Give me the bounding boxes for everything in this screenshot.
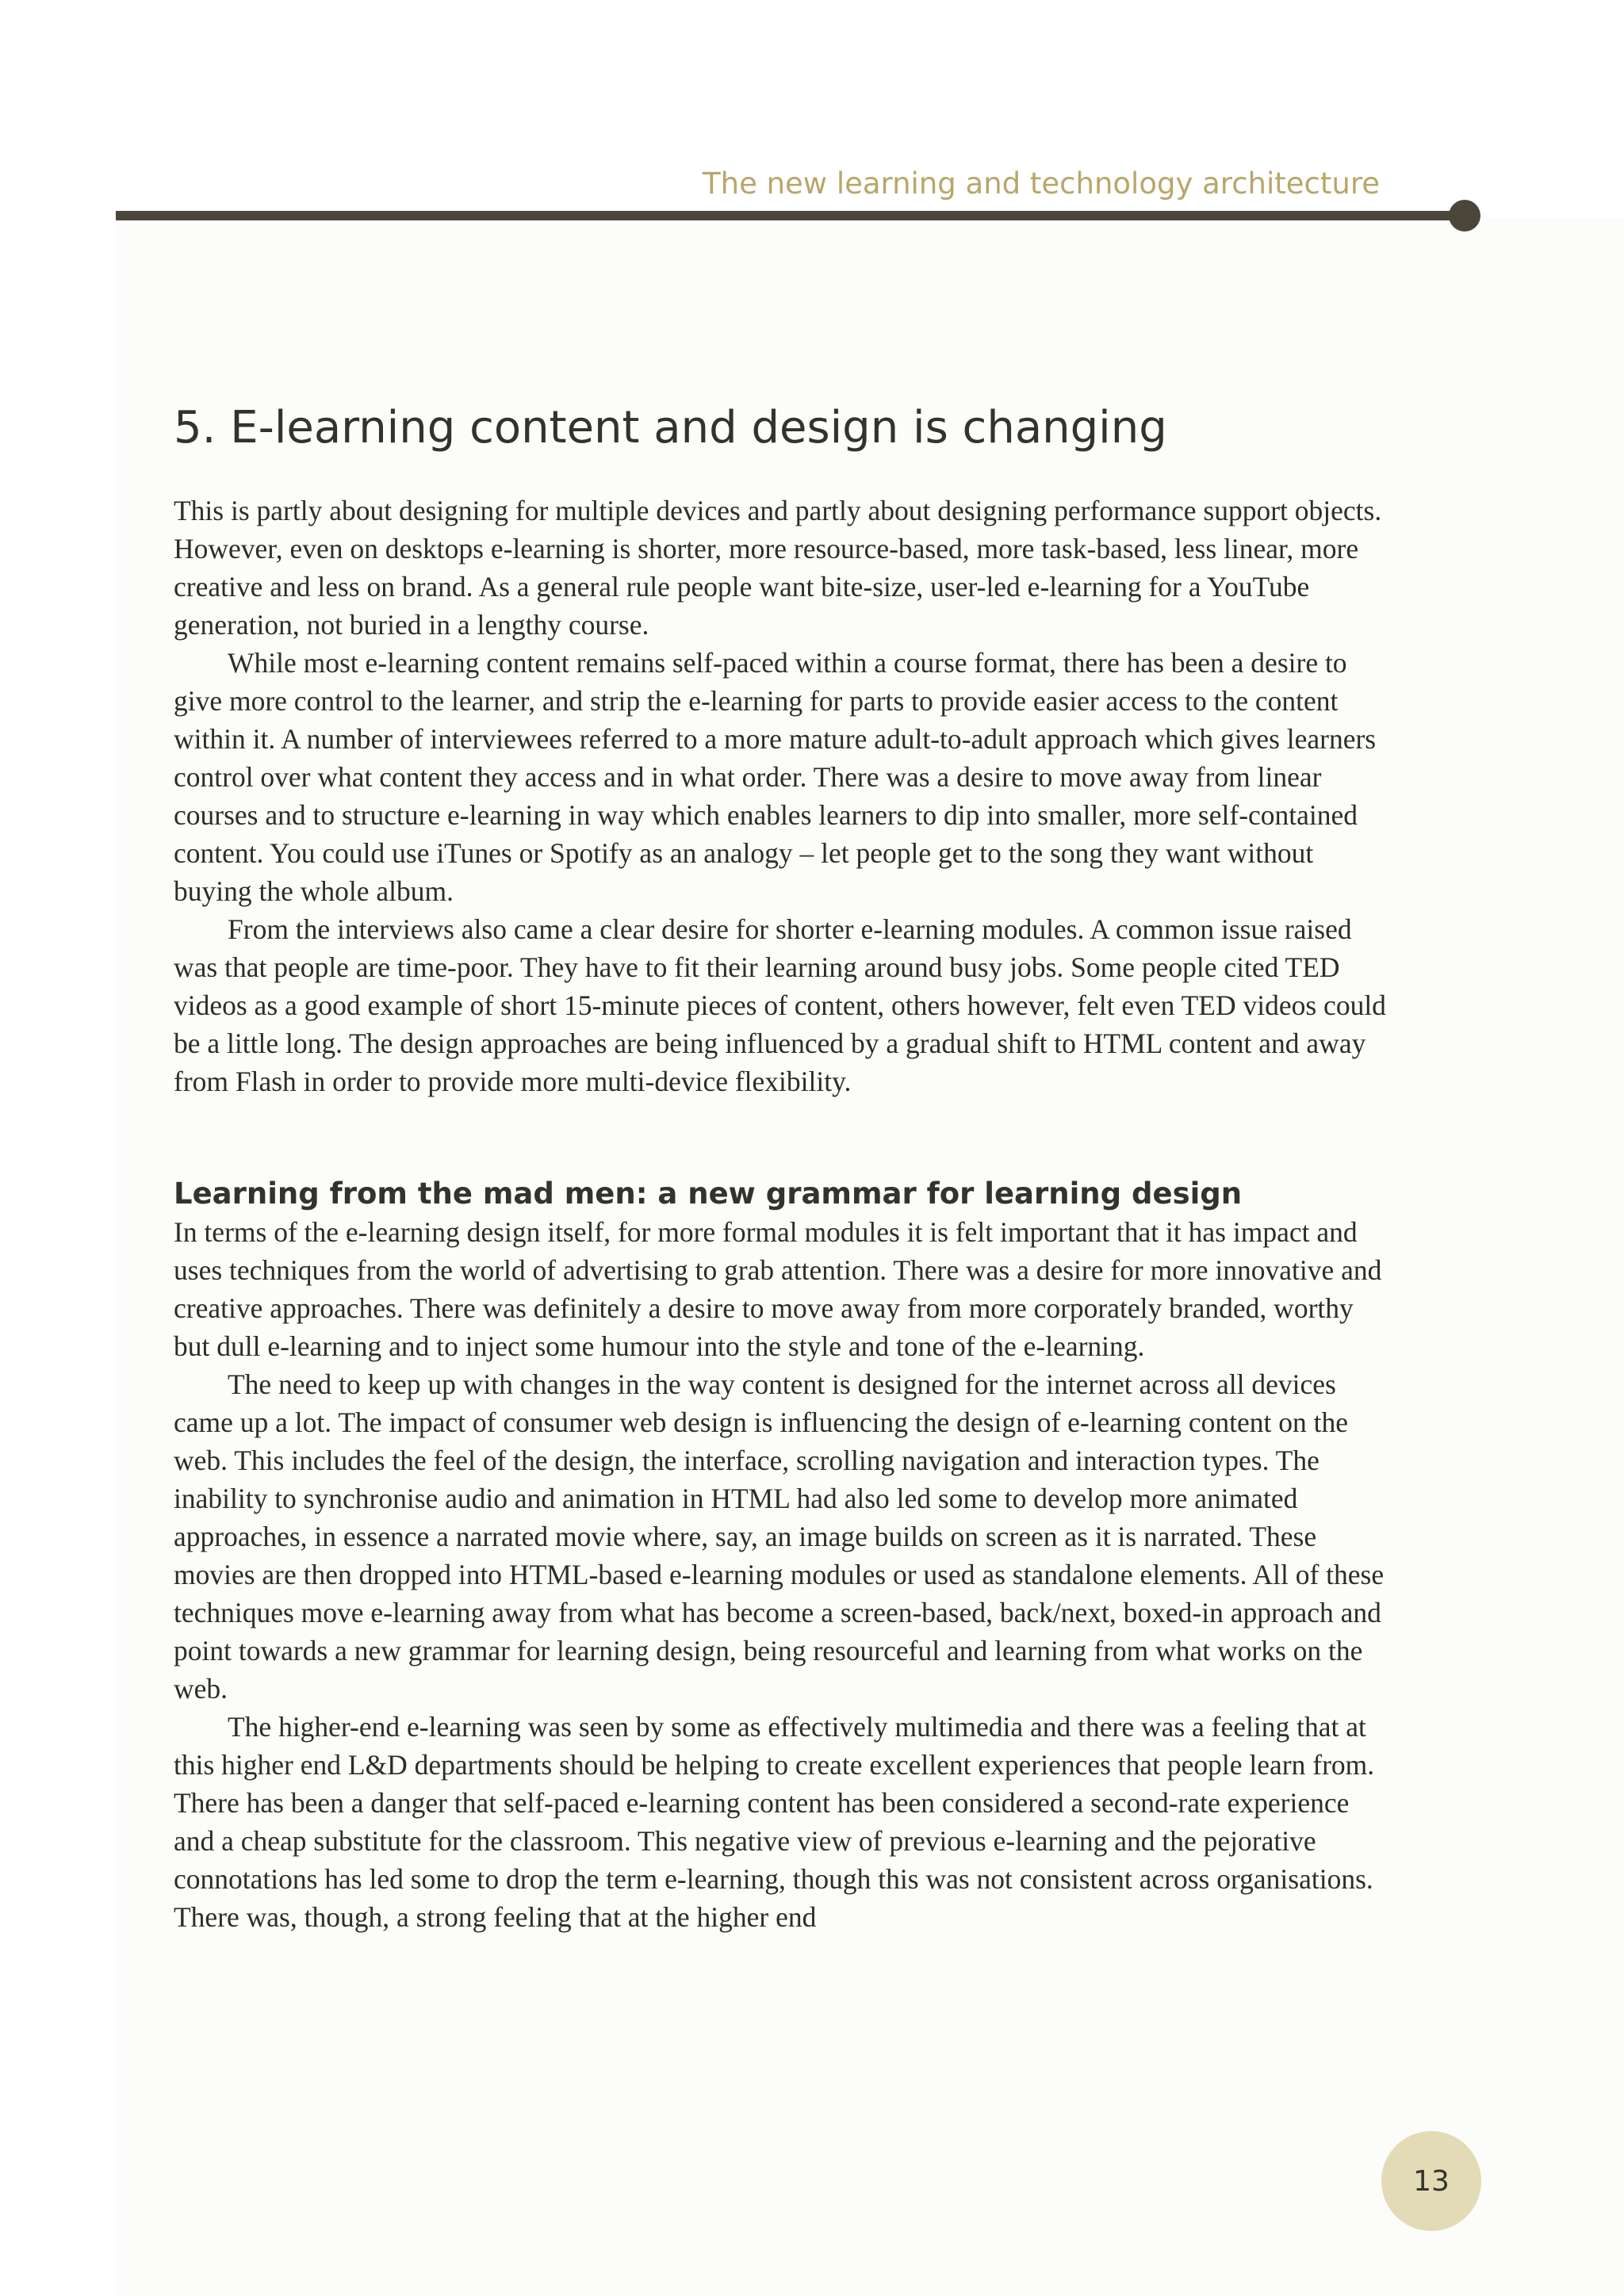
section-body — [174, 492, 1395, 1100]
subsection-title: Learning from the mad men: a new grammar for learning design — [174, 1177, 1243, 1211]
paragraph: The need to keep up with changes in the way content is designed for the internet across all devices came up a lot. The impact of consumer web design is influencing the design of e-learning content on the web. This includes the feel of the design, the interface, scrolling navigation and interaction types. The inability to synchronise audio and animation in HTML had also led some to develop more animated approaches, in essence a narrated movie where, say, an image builds on screen as it is narrated. These movies are then dropped into HTML-based e-learning modules or used as standalone elements. All of these techniques move e-learning away from what has become a screen-based, back/next, boxed-in approach and point towards a new grammar for learning design, being resourceful and learning from what works on the web. — [174, 1368, 1385, 1705]
running-header: The new learning and technology architecture — [703, 166, 1380, 201]
paragraph: The higher-end e-learning was seen by some as effectively multimedia and there was a feeling that at this higher end L&D departments should be helping to create excellent experiences that people learn from. There has been a danger that self-paced e-learning content has been considered a second-rate experience and a cheap substitute for the classroom. This negative view of previous e-learning and the pejorative connotations has led some to drop the term e-learning, though this was not consistent across organisations. There was, though, a strong feeling that at the higher end — [174, 1711, 1375, 1933]
paragraph: This is partly about designing for multiple devices and partly about designing performance support objects. However, even on desktops e-learning is shorter, more resource-based, more task-based, less linear, more creative and less on brand. As a general rule people want bite-size, user-led e-learning for a YouTube generation, not buried in a lengthy course. — [174, 495, 1382, 641]
main-content — [174, 396, 1395, 1936]
paragraph: In terms of the e-learning design itself, for more formal modules it is felt important that it has impact and uses techniques from the world of advertising to grab attention. There was a desire for more innovative and creative approaches. There was definitely a desire to move away from more corporately branded, worthy but dull e-learning and to inject some humour into the style and tone of the e-learning. — [174, 1216, 1382, 1362]
page-number: 13 — [1413, 2164, 1450, 2198]
paragraph: While most e-learning content remains self-paced within a course format, there has been a desire to give more control to the learner, and strip the e-learning for parts to provide easier access to the content within it. A number of interviewees referred to a more mature adult-to-adult approach which gives learners control over what content they access and in what order. There was a desire to move away from linear courses and to structure e-learning in way which enables learners to dip into smaller, more self-contained content. You could use iTunes or Spotify as an analogy – let people get to the song they want without buying the whole album. — [174, 647, 1377, 907]
header-rule — [116, 211, 1464, 220]
paragraph: From the interviews also came a clear desire for shorter e-learning modules. A common issue raised was that people are time-poor. They have to fit their learning around busy jobs. Some people cited TED videos as a good example of short 15-minute pieces of content, others however, felt even TED videos could be a little long. The design approaches are being influenced by a gradual shift to HTML content and away from Flash in order to provide more multi-device flexibility. — [174, 913, 1386, 1097]
subsection-body — [174, 1213, 1395, 1936]
section-title: 5. E-learning content and design is changing — [174, 402, 1167, 453]
header-rule-end-dot — [1449, 200, 1480, 232]
page-number-badge — [1381, 2131, 1481, 2231]
